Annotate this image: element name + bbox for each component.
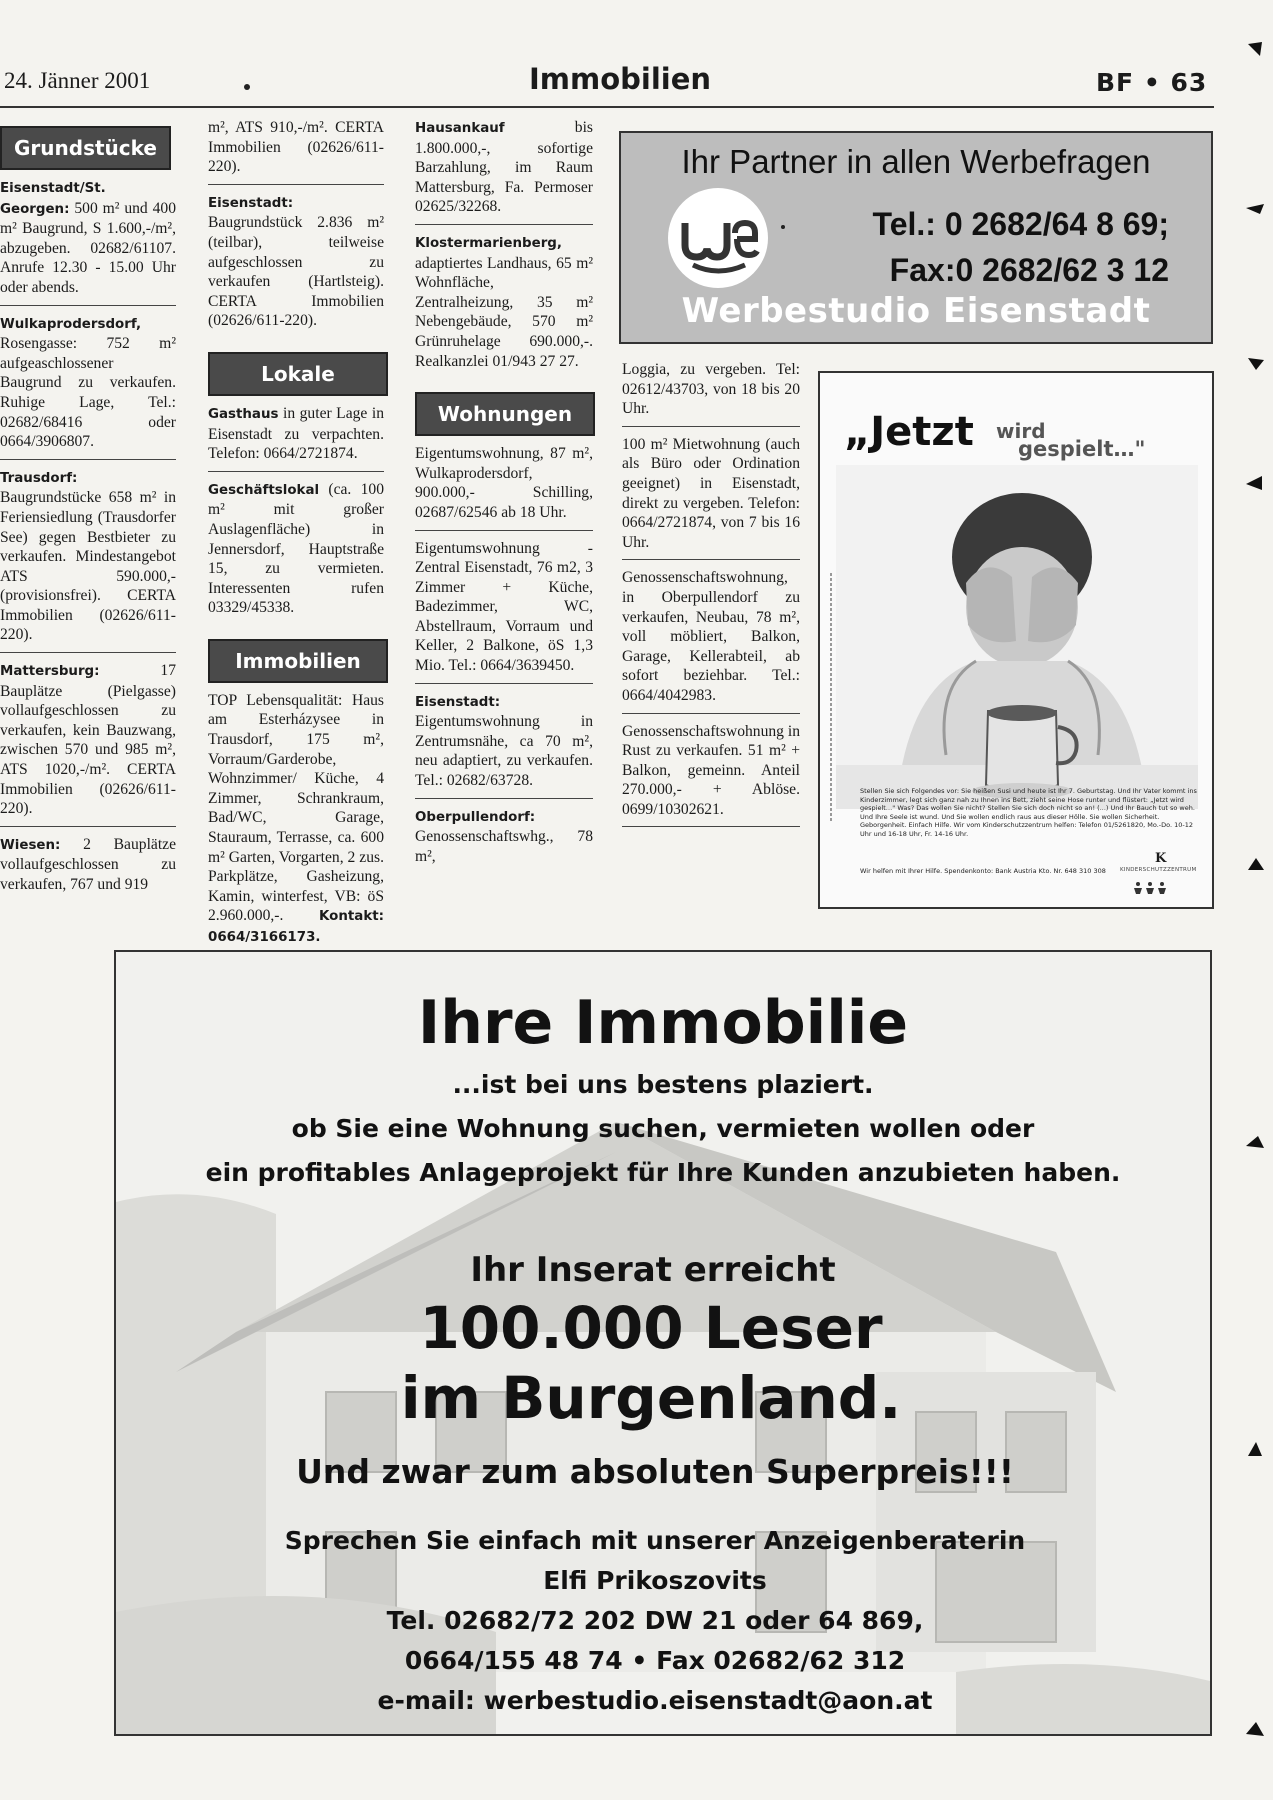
section-heading-grundstuecke: Grundstücke <box>0 126 171 170</box>
section-heading-wohnungen: Wohnungen <box>415 392 595 436</box>
promo-text: ein profitables Anlageprojekt für Ihre Kunden anzubieten haben. <box>205 1158 1121 1187</box>
promo-contact-person: Elfi Prikoszovits <box>543 1566 767 1595</box>
section-heading-lokale: Lokale <box>208 352 388 396</box>
kinderschutz-ad <box>818 371 1214 909</box>
margin-mark-icon <box>1246 1440 1264 1458</box>
header-dot <box>244 84 250 90</box>
classified-ad <box>208 480 384 625</box>
column-2 <box>208 118 384 963</box>
jetzt-headline-wird: wird <box>996 419 1046 443</box>
header-rule <box>0 106 1214 108</box>
partner-fax: Fax:0 2682/62 3 12 <box>889 252 1169 288</box>
classified-ad <box>415 539 593 684</box>
ad-body: in guter Lage in Eisenstadt zu verpachten. Telefon: 0664/2721874. <box>208 404 384 463</box>
classified-ad <box>208 691 384 955</box>
ad-body: (ca. 100 m² mit großer Auslagenfläche) in Jennersdorf, Hauptstraße 15, zu vermieten. Interessenten rufen 03329/45338. <box>208 480 384 617</box>
classified-ad <box>415 233 593 378</box>
classified-ad <box>0 178 176 306</box>
promo-contact-intro: Sprechen Sie einfach mit unserer Anzeigenberaterin <box>284 1526 1026 1555</box>
classified-ad <box>208 118 384 185</box>
ad-body: 500 m² und 400 m² Baugrund, S 1.600,-/m², abzugeben. 02682/61107. Anrufe 12.30 - 15.00 Uhr oder abends. <box>0 199 177 296</box>
margin-mark-icon <box>1246 40 1264 58</box>
ad-heading: Eisenstadt: <box>208 195 294 211</box>
margin-mark-icon <box>1246 1720 1264 1738</box>
ad-body: Eigentumswohnung - Zentral Eisenstadt, 76 m2, 3 Zimmer + Küche, Badezimmer, WC, Abstellraum, Vorraum und Keller, 2 Balkone, öS 1,3 Mio. Tel.: 0664/3639450. <box>415 539 593 675</box>
section-heading-immobilien: Immobilien <box>208 639 388 683</box>
ad-body: Loggia, zu vergeben. Tel: 02612/43703, von 18 bis 20 Uhr. <box>622 361 800 418</box>
ad-body: TOP Lebensqualität: Haus am Esterházysee in Trausdorf, 175 m², Vorraum/Garderobe, Wohnzimmer/ Küche, 4 Zimmer, Schrankraum, Bad/WC, Garage, Stauraum, Terrasse, ca. 600 m² Garten, Vorgarten, 2 zus. Parkplätze, Gasheizung, Kamin, winterfest, VB: öS 2.960.000,-. <box>208 691 384 925</box>
classified-ad <box>622 435 800 561</box>
jetzt-donation-text: Wir helfen mit Ihrer Hilfe. Spendenkonto: Bank Austria Kto. Nr. 648 310 308 <box>860 867 1106 875</box>
promo-text: ob Sie eine Wohnung suchen, vermieten wollen oder <box>291 1114 1035 1143</box>
ad-body: 100 m² Mietwohnung (auch als Büro oder Ordination geeignet) in Eisenstadt, direkt zu vergeben. Telefon: 0664/2721874, von 7 bis 16 Uhr. <box>622 435 800 551</box>
promo-reach-number: 100.000 Leser <box>419 1294 883 1362</box>
kids-logo-icon <box>1132 881 1172 895</box>
partner-contact <box>849 201 1169 293</box>
werbestudio-ad <box>619 131 1213 344</box>
ad-body: Eigentumswohnung in Zentrumsnähe, ca 70 m², neu adaptiert, zu verkaufen. Tel.: 02682/63728. <box>415 713 593 790</box>
partner-tel: Tel.: 0 2682/64 8 69; <box>872 206 1169 242</box>
vertical-credit-line <box>826 573 836 823</box>
werbestudio-logo-icon <box>665 185 771 291</box>
promo-reach-intro: Ihr Inserat erreicht <box>470 1250 836 1290</box>
classified-ad <box>0 314 176 460</box>
promo-contact-phone: Tel. 02682/72 202 DW 21 oder 64 869, <box>386 1606 924 1635</box>
margin-mark-icon <box>1246 856 1264 874</box>
ad-heading: Gasthaus <box>208 406 279 422</box>
column-4 <box>622 360 800 835</box>
jetzt-body-text: Stellen Sie sich Folgendes vor: Sie heißen Susi und heute ist Ihr 7. Geburtstag. Und Ihr Vater kommt ins Kinderzimmer, legt sich ganz nah zu Ihnen ins Bett, zieht seine Hose runter und flüstert: „Jetzt wird gespielt…" Was? Das wollen Sie nicht? Stellen Sie sich doch nicht so an! (...) Und Ihr Bauch tut so weh. Und Ihre Seele ist wund. Und Sie wollen endlich raus aus dieser Hölle. Sie wollen Sicherheit. Geborgenheit. Einfach Hilfe. Wir vom Kinderschutzzentrum helfen: Telefon 01/5261820, Mo.-Do. 10-12 Uhr und 16-18 Uhr, Fr. 14-16 Uhr. <box>860 787 1197 838</box>
column-3 <box>415 118 593 881</box>
classified-ad <box>0 468 176 653</box>
ad-heading: Geschäftslokal <box>208 482 320 498</box>
classified-ad <box>415 118 593 225</box>
ad-body: adaptiertes Landhaus, 65 m² Wohnfläche, Zentralheizung, 35 m² Nebengebäude, 570 m² Grünruhelage 690.000,-. Realkanzlei 01/943 27 27. <box>415 254 593 370</box>
ad-body: 2 Bauplätze vollaufgeschlossen zu verkaufen, 767 und 919 <box>0 835 176 893</box>
ad-body: bis 1.800.000,-, sofortige Barzahlung, im Raum Mattersburg, Fa. Permoser 02625/32268. <box>415 119 593 216</box>
jetzt-headline: „Jetzt <box>844 409 974 455</box>
classified-ad <box>208 404 384 472</box>
partner-ad-title: Ihr Partner in allen Werbefragen <box>681 143 1151 180</box>
classified-ad <box>415 807 593 874</box>
ad-body: Baugrundstücke 658 m² in Feriensiedlung (Trausdorfer See) gegen Bestbieter zu verkaufen. Mindestangebot ATS 590.000,- (provisionsfrei). CERTA Immobilien (02626/611-220). <box>0 489 176 644</box>
ad-body: m², ATS 910,-/m². CERTA Immobilien (02626/611-220). <box>208 119 384 176</box>
classified-ad <box>415 692 593 799</box>
classified-ad <box>208 193 384 338</box>
promo-contact-email: e-mail: werbestudio.eisenstadt@aon.at <box>377 1686 933 1715</box>
section-title: Immobilien <box>528 62 712 96</box>
promo-subline: ...ist bei uns bestens plaziert. <box>452 1070 874 1099</box>
ad-heading: Wiesen: <box>0 837 61 853</box>
logo-dot <box>781 225 785 229</box>
margin-mark-icon <box>1246 200 1264 218</box>
ad-body: Eigentumswohnung, 87 m², Wulkaprodersdorf, 900.000,- Schilling, 02687/62546 ab 18 Uhr. <box>415 445 593 521</box>
anzeigen-promo-ad <box>114 950 1212 1736</box>
ad-heading: Trausdorf: <box>0 470 78 486</box>
ad-body: Genossenschaftswohnung, in Oberpullendorf zu verkaufen, Neubau, 78 m², voll möbliert, Balkon, Garage, Kellerabteil, ab sofort beziehbar. Tel.: 0664/4042983. <box>622 569 800 704</box>
ad-heading: Klostermarienberg, <box>415 235 562 251</box>
ad-body: 17 Bauplätze (Pielgasse) vollaufgeschlossen zu verkaufen, kein Bauzwang, zwischen 570 und 985 m², ATS 1020,-/m². CERTA Immobilien (02626/611-220). <box>0 662 176 818</box>
classified-ad <box>0 835 176 902</box>
promo-price-claim: Und zwar zum absoluten Superpreis!!! <box>296 1452 1014 1491</box>
ad-heading: Eisenstadt/St. Georgen: <box>0 181 106 217</box>
classified-ad <box>415 444 593 530</box>
issue-date: 24. Jänner 2001 <box>4 68 151 93</box>
column-1 <box>0 118 176 910</box>
classified-ad <box>0 661 176 827</box>
promo-reach-region: im Burgenland. <box>400 1364 902 1432</box>
partner-studio-name: Werbestudio Eisenstadt <box>681 291 1151 331</box>
ad-body: Genossenschaftswhg., 78 m², <box>415 828 593 865</box>
ad-body: Baugrundstück 2.836 m² (teilbar), teilweise aufgeschlossen zu verkaufen (Hartlsteig). CERTA Immobilien (02626/611-220). <box>208 214 384 330</box>
ad-heading: Eisenstadt: <box>415 694 501 710</box>
margin-mark-icon <box>1246 1134 1264 1152</box>
promo-contact-mobile-fax: 0664/155 48 74 • Fax 02682/62 312 <box>404 1646 906 1675</box>
ad-body: Genossenschaftswohnung in Rust zu verkaufen. 51 m² + Balkon, gemeinn. Anteil 270.000,- + Ablöse. 0699/10302621. <box>622 722 801 818</box>
classified-ad <box>622 360 800 427</box>
ad-contact: Kontakt: 0664/3166173. <box>208 909 384 945</box>
ad-heading: Oberpullendorf: <box>415 809 536 825</box>
ad-heading: Hausankauf <box>415 121 505 136</box>
child-photo <box>836 465 1198 809</box>
margin-mark-icon <box>1246 354 1264 372</box>
margin-mark-icon <box>1246 474 1264 492</box>
promo-headline: Ihre Immobilie <box>417 988 909 1058</box>
kinderschutz-logo-letter: K <box>1155 851 1167 866</box>
ad-heading: Wulkaprodersdorf, <box>0 316 142 332</box>
classified-ad <box>622 722 800 828</box>
classified-ad <box>622 568 800 713</box>
kinderschutz-org-name: KINDERSCHUTZZENTRUM <box>1120 867 1197 873</box>
jetzt-headline-gespielt: gespielt…" <box>1018 437 1146 461</box>
ad-body: Rosengasse: 752 m² aufgeaschlossener Baugrund zu verkaufen. Ruhige Lage, Tel.: 02682/68416 oder 0664/3906807. <box>0 335 176 451</box>
ad-heading: Mattersburg: <box>0 664 100 680</box>
page-number: BF • 63 <box>1096 68 1208 97</box>
